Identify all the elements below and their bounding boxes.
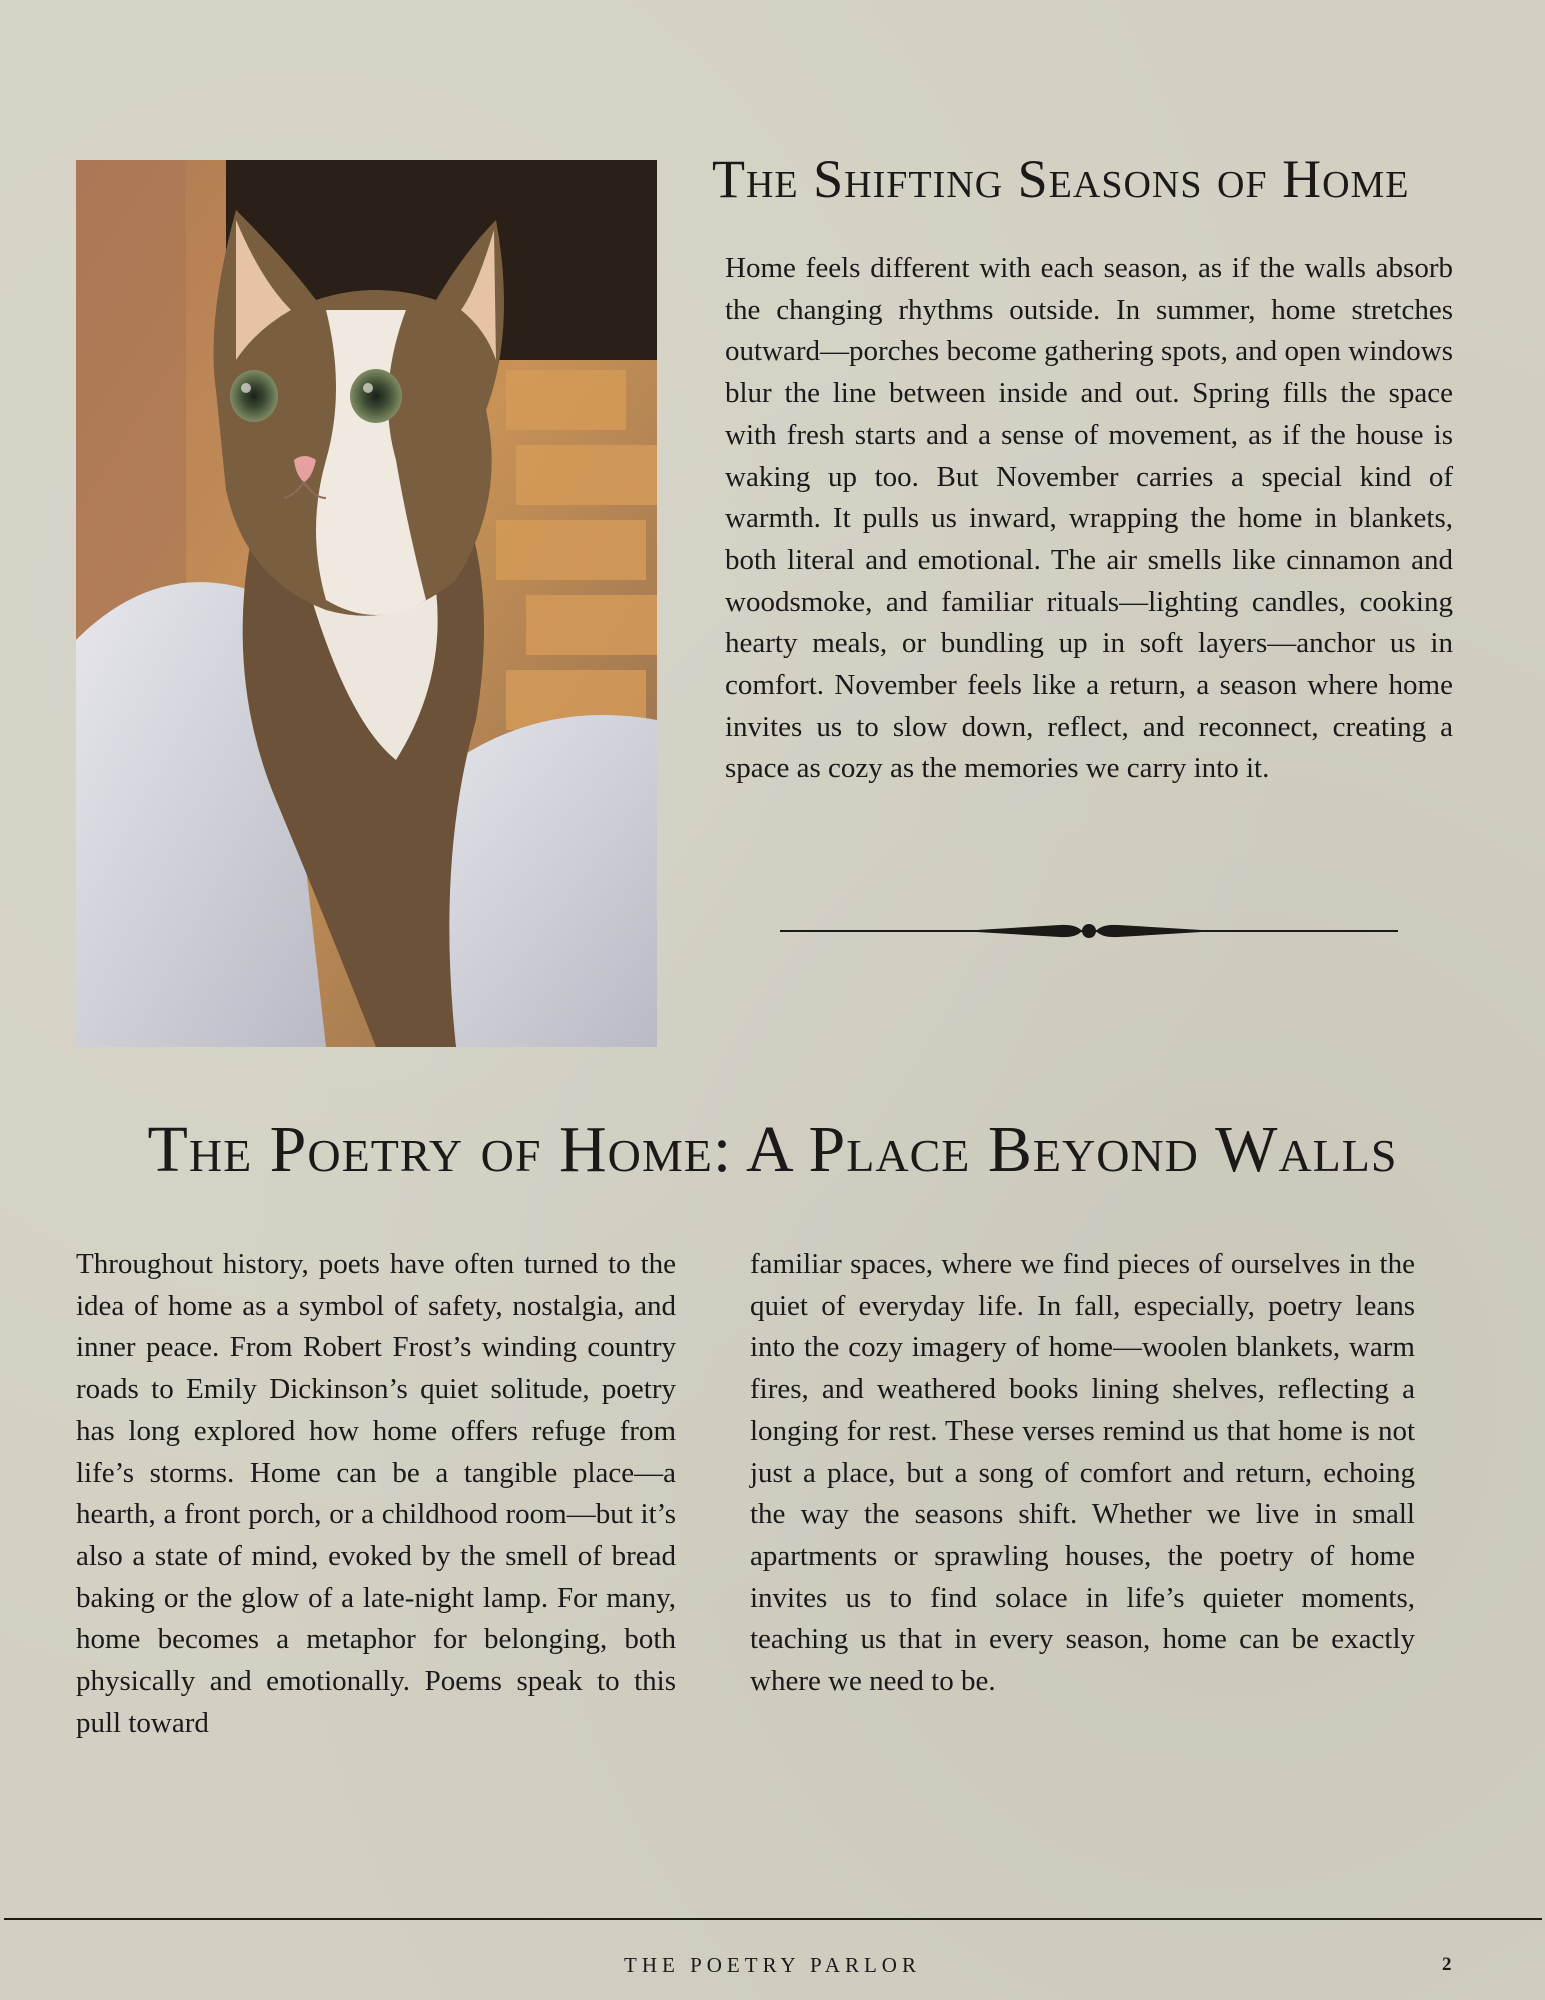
article-body-seasons: Home feels different with each season, as if the walls absorb the changing rhythms outside. In summer, home stretches outward—porches become gathering spots, and open windows blur the line between inside and out. Spring fills the space with fresh starts and a sense of movement, as if the house is waking up too. But November carries a special kind of warmth. It pulls us inward, wrapping the home in blankets, both literal and emotional. The air smells like cinnamon and woodsmoke, and familiar rituals—lighting candles, cooking hearty meals, or bundling up in soft layers—anchor us in comfort. November feels like a return, a season where home invites us to slow down, reflect, and reconnect, creating a space as cozy as the memories we carry into it. (725, 252, 1453, 785)
page-number: 2 (1442, 1954, 1452, 1975)
ornament-divider-icon (780, 918, 1398, 944)
article-body-poetry-right: familiar spaces, where we find pieces of ourselves in the quiet of everyday life. In fall, especially, poetry leans into the cozy imagery of home—woolen blankets, warm fires, and weathered books lining shelves, reflecting a longing for rest. These verses remind us that home is not just a place, but a song of comfort and return, echoing the way the seasons shift. Whether we live in small apartments or sprawling houses, the poetry of home invites us to find solace in life’s quieter moments, teaching us that in every season, home can be exactly where we need to be. (750, 1248, 1415, 1698)
cat-photo (76, 160, 657, 1047)
footer-publication-name: THE POETRY PARLOR (624, 1953, 921, 1977)
footer-divider (4, 1918, 1542, 1920)
article-title-poetry: The Poetry of Home: A Place Beyond Walls (147, 1113, 1398, 1186)
article-title-seasons: The Shifting Seasons of Home (712, 149, 1410, 209)
article-body-poetry-left: Throughout history, poets have often turned to the idea of home as a symbol of safety, nostalgia, and inner peace. From Robert Frost’s winding country roads to Emily Dickinson’s quiet solitude, poetry has long explored how home offers refuge from life’s storms. Home can be a tangible place—a hearth, a front porch, or a childhood room—but it’s also a state of mind, evoked by the smell of bread baking or the glow of a late-night lamp. For many, home becomes a metaphor for belonging, both physically and emotionally. Poems speak to this pull toward (76, 1248, 676, 1739)
